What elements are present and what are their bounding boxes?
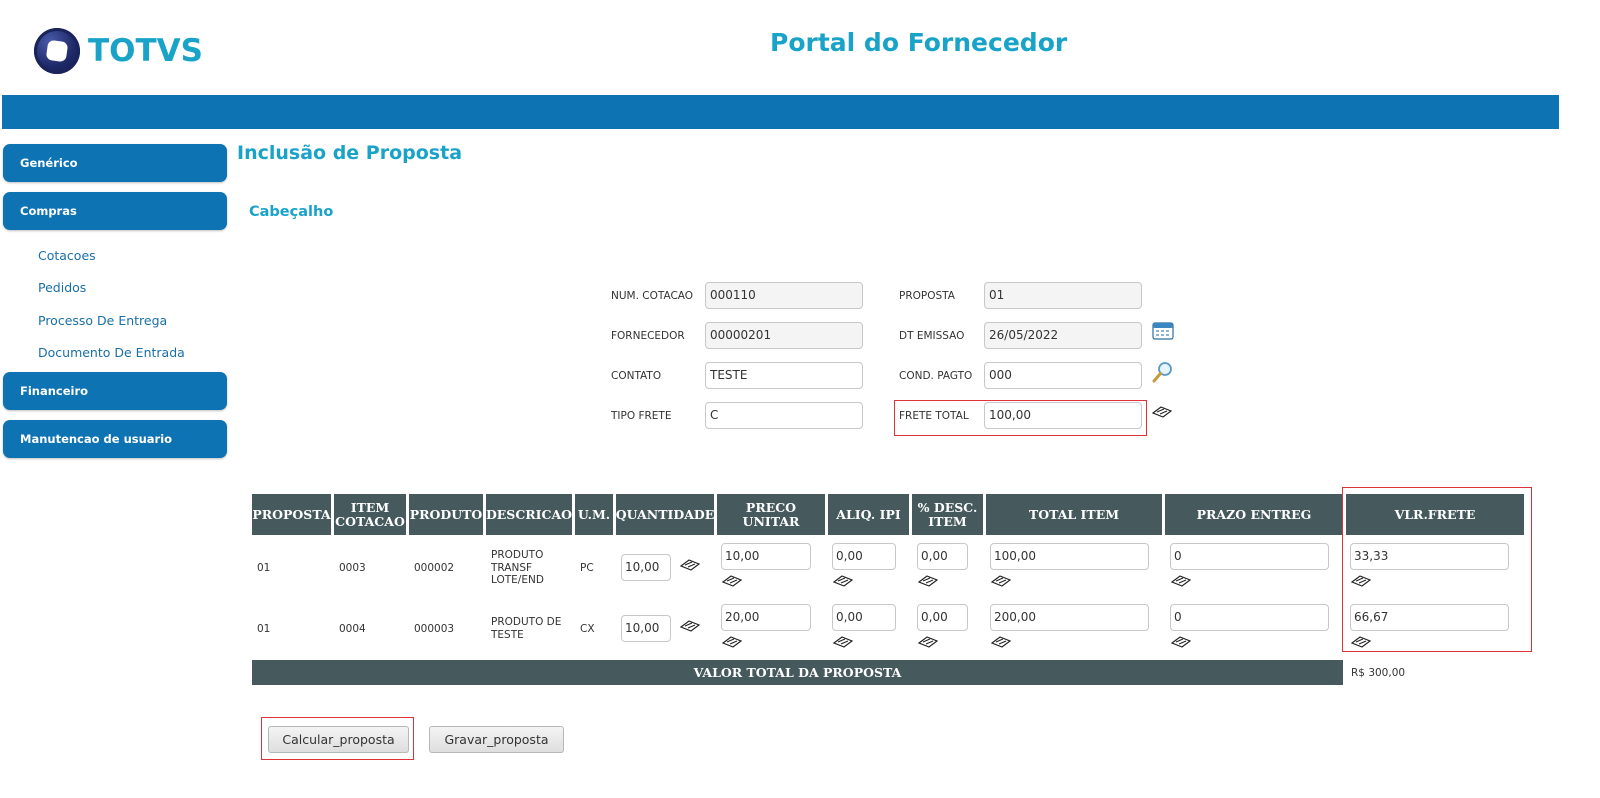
col-header-prazo-entreg: PRAZO ENTREG	[1165, 494, 1343, 535]
row1-total-input[interactable]: 100,00	[990, 543, 1149, 570]
col-header-produto: PRODUTO	[409, 494, 483, 535]
cond-pagto-label: COND. PAGTO	[899, 370, 973, 382]
calculator-icon[interactable]	[1171, 635, 1191, 648]
proposta-field[interactable]: 01	[984, 282, 1142, 309]
num-cotacao-label: NUM. COTACAO	[611, 290, 694, 302]
row2-descricao: PRODUTO DE TESTE	[491, 616, 562, 641]
page-title: Inclusão de Proposta	[237, 142, 463, 164]
calculator-icon[interactable]	[991, 635, 1011, 648]
portal-title: Portal do Fornecedor	[770, 28, 1068, 57]
sidebar-item-compras[interactable]: Compras	[3, 192, 227, 230]
frete-total-field[interactable]: 100,00	[984, 402, 1142, 429]
sidebar-link-cotacoes[interactable]: Cotacoes	[38, 248, 96, 263]
row1-produto: 000002	[414, 562, 455, 574]
row1-ipi-input[interactable]: 0,00	[832, 543, 896, 570]
calculator-icon[interactable]	[1152, 405, 1172, 418]
sidebar-link-processo-entrega[interactable]: Processo De Entrega	[38, 313, 168, 328]
row2-desc-input[interactable]: 0,00	[917, 604, 968, 631]
num-cotacao-field[interactable]: 000110	[705, 282, 863, 309]
calculator-icon[interactable]	[680, 619, 700, 632]
sidebar-link-documento-entrada[interactable]: Documento De Entrada	[38, 345, 185, 360]
sidebar-item-manutencao-usuario[interactable]: Manutencao de usuario	[3, 420, 227, 458]
col-header-preco-unitar: PRECO UNITAR	[717, 494, 825, 535]
calculator-icon[interactable]	[680, 558, 700, 571]
dt-emissao-field[interactable]: 26/05/2022	[984, 322, 1142, 349]
row1-prazo-input[interactable]: 0	[1170, 543, 1329, 570]
fornecedor-field[interactable]: 00000201	[705, 322, 863, 349]
col-header-item-cotacao: ITEM COTACAO	[334, 494, 406, 535]
calculator-icon[interactable]	[722, 635, 742, 648]
col-header-um: U.M.	[575, 494, 613, 535]
fornecedor-label: FORNECEDOR	[611, 330, 685, 342]
proposta-label: PROPOSTA	[899, 290, 955, 302]
calculator-icon[interactable]	[991, 574, 1011, 587]
col-header-total-item: TOTAL ITEM	[986, 494, 1162, 535]
col-header-proposta: PROPOSTA	[252, 494, 331, 535]
contato-field[interactable]: TESTE	[705, 362, 863, 389]
row1-preco-input[interactable]: 10,00	[721, 543, 811, 570]
totvs-logo	[34, 28, 203, 74]
total-proposta-bar: VALOR TOTAL DA PROPOSTA	[252, 660, 1343, 685]
col-header-descricao: DESCRICAO	[486, 494, 572, 535]
row1-frete-input[interactable]: 33,33	[1350, 543, 1509, 570]
totvs-logo-icon	[34, 28, 80, 74]
calculator-icon[interactable]	[833, 635, 853, 648]
col-header-desc-item: % DESC. ITEM	[912, 494, 983, 535]
row2-ipi-input[interactable]: 0,00	[832, 604, 896, 631]
calendar-icon[interactable]	[1152, 321, 1174, 340]
gravar-proposta-button[interactable]: Gravar_proposta	[429, 726, 564, 753]
top-navigation-bar	[2, 95, 1559, 129]
col-header-vlr-frete: VLR.FRETE	[1346, 494, 1524, 535]
row2-proposta: 01	[257, 623, 271, 635]
sidebar-item-financeiro[interactable]: Financeiro	[3, 372, 227, 410]
vlr-frete-highlight	[1342, 487, 1532, 652]
search-icon[interactable]	[1152, 361, 1174, 383]
calculator-icon[interactable]	[722, 574, 742, 587]
tipo-frete-label: TIPO FRETE	[611, 410, 672, 422]
row1-desc-input[interactable]: 0,00	[917, 543, 968, 570]
row2-um: CX	[580, 623, 595, 635]
row2-frete-input[interactable]: 66,67	[1350, 604, 1509, 631]
cond-pagto-field[interactable]: 000	[984, 362, 1142, 389]
calculator-icon[interactable]	[833, 574, 853, 587]
row1-quantidade-input[interactable]: 10,00	[621, 554, 671, 581]
row2-total-input[interactable]: 200,00	[990, 604, 1149, 631]
row2-item: 0004	[339, 623, 366, 635]
sidebar-item-generico[interactable]: Genérico	[3, 144, 227, 182]
row2-preco-input[interactable]: 20,00	[721, 604, 811, 631]
row1-proposta: 01	[257, 562, 271, 574]
row2-quantidade-input[interactable]: 10,00	[621, 615, 671, 642]
row1-descricao: PRODUTO TRANSF LOTE/END	[491, 549, 544, 586]
col-header-quantidade: QUANTIDADE	[616, 494, 714, 535]
col-header-aliq-ipi: ALIQ. IPI	[828, 494, 909, 535]
total-proposta-value: R$ 300,00	[1351, 667, 1406, 679]
calcular-proposta-button[interactable]: Calcular_proposta	[268, 726, 409, 753]
row1-um: PC	[580, 562, 594, 574]
frete-total-label: FRETE TOTAL	[899, 410, 969, 422]
tipo-frete-field[interactable]: C	[705, 402, 863, 429]
section-title: Cabeçalho	[249, 204, 334, 220]
calculator-icon[interactable]	[918, 635, 938, 648]
row2-produto: 000003	[414, 623, 455, 635]
dt-emissao-label: DT EMISSAO	[899, 330, 965, 342]
row1-item: 0003	[339, 562, 366, 574]
contato-label: CONTATO	[611, 370, 662, 382]
row2-prazo-input[interactable]: 0	[1170, 604, 1329, 631]
logo-text: TOTVS	[88, 33, 203, 69]
calculator-icon[interactable]	[918, 574, 938, 587]
sidebar-link-pedidos[interactable]: Pedidos	[38, 280, 87, 295]
calculator-icon[interactable]	[1171, 574, 1191, 587]
